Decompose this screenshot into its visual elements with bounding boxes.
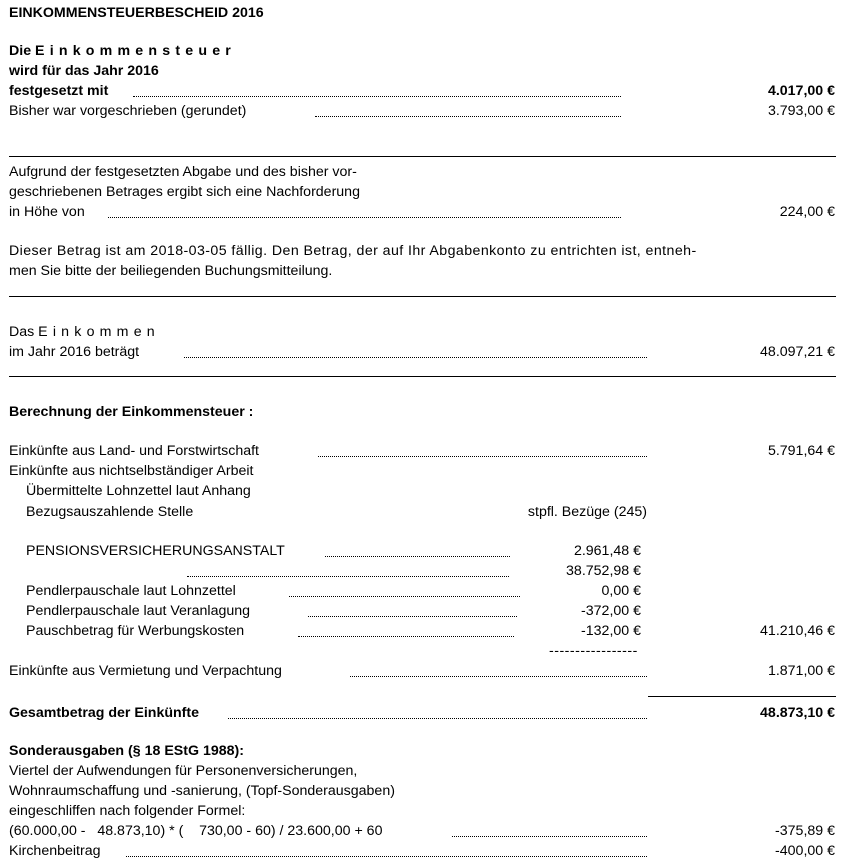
section-divider	[9, 376, 836, 377]
claim-line-2: geschriebenen Betrages ergibt sich eine Nachforderung	[9, 184, 360, 200]
dot-leader	[187, 575, 509, 577]
income-heading	[9, 324, 160, 341]
dot-leader	[133, 95, 621, 97]
expenses-label: Pauschbetrag für Werbungskosten	[26, 623, 245, 639]
income-heading-spaced: Einkommen	[38, 324, 160, 340]
pva-amount: 2.961,48 €	[573, 543, 641, 559]
dot-leader	[315, 115, 621, 117]
tax-heading-spaced: Einkommensteuer	[35, 43, 237, 59]
special-line-1: Viertel der Aufwendungen für Personenversicherungen,	[9, 763, 358, 779]
rental-label: Einkünfte aus Vermietung und Verpachtung	[9, 663, 282, 679]
special-heading: Sonderausgaben (§ 18 EStG 1988):	[9, 743, 244, 759]
special-formula: (60.000,00 - 48.873,10) * ( 730,00 - 60) / 23.600,00 + 60	[9, 823, 383, 839]
agri-label: Einkünfte aus Land- und Forstwirtschaft	[9, 443, 259, 459]
payer-col-header: stpfl. Bezüge (245)	[527, 504, 647, 520]
previous-label: Bisher war vorgeschrieben (gerundet)	[9, 103, 247, 119]
dot-leader	[318, 455, 647, 457]
commuter-assess-amount: -372,00 €	[581, 603, 641, 619]
due-line-2: men Sie bitte der beiliegenden Buchungsmitteilung.	[9, 263, 333, 279]
unnamed-amount: 38.752,98 €	[566, 563, 641, 579]
tax-heading-lead: Die	[9, 43, 36, 59]
employment-label: Einkünfte aus nichtselbständiger Arbeit	[9, 463, 254, 479]
claim-line-3: in Höhe von	[9, 204, 85, 220]
payer-label: Bezugsauszahlende Stelle	[26, 504, 194, 520]
income-heading-lead: Das	[9, 324, 39, 340]
tax-heading	[9, 43, 236, 60]
dot-leader	[108, 216, 621, 218]
dot-leader	[308, 615, 517, 617]
claim-amount: 224,00 €	[779, 204, 835, 220]
dot-leader	[289, 595, 520, 597]
total-label: Gesamtbetrag der Einkünfte	[9, 705, 200, 721]
income-amount: 48.097,21 €	[760, 344, 835, 360]
section-divider	[9, 296, 836, 297]
rental-amount: 1.871,00 €	[767, 663, 835, 679]
employment-total: 41.210,46 €	[760, 623, 835, 639]
claim-line-1: Aufgrund der festgesetzten Abgabe und des bisher vor-	[9, 164, 357, 180]
total-amount: 48.873,10 €	[760, 705, 835, 721]
payslips-label: Übermittelte Lohnzettel laut Anhang	[26, 483, 251, 499]
dot-leader	[325, 555, 510, 557]
church-amount: -400,00 €	[775, 843, 835, 859]
tax-assessed-amount: 4.017,00 €	[767, 83, 835, 99]
document-title: EINKOMMENSTEUERBESCHEID 2016	[9, 5, 264, 21]
special-line-3: eingeschliffen nach folgender Formel:	[9, 803, 246, 819]
commuter-payslip-amount: 0,00 €	[601, 583, 641, 599]
expenses-amount: -132,00 €	[581, 623, 641, 639]
formula-amount: -375,89 €	[775, 823, 835, 839]
dot-leader	[228, 717, 647, 719]
previous-amount: 3.793,00 €	[767, 103, 835, 119]
church-label: Kirchenbeitrag	[9, 843, 101, 859]
commuter-assess-label: Pendlerpauschale laut Veranlagung	[26, 603, 251, 619]
special-line-2: Wohnraumschaffung und -sanierung, (Topf-Sonderausgaben)	[9, 783, 395, 799]
section-divider	[9, 156, 836, 157]
dot-leader	[452, 835, 647, 837]
calc-heading: Berechnung der Einkommensteuer :	[9, 404, 254, 420]
dot-leader	[126, 855, 647, 857]
due-line-1: Dieser Betrag ist am 2018-03-05 fällig. Den Betrag, der auf Ihr Abgabenkonto zu entrichten ist, entneh-	[9, 243, 697, 259]
dot-leader	[298, 635, 514, 637]
total-rule	[648, 696, 836, 697]
pva-label: PENSIONSVERSICHERUNGSANSTALT	[26, 543, 285, 559]
dot-leader	[184, 356, 647, 358]
dot-leader	[350, 675, 647, 677]
agri-amount: 5.791,64 €	[767, 443, 835, 459]
subtotal-dash-line: -----------------	[549, 643, 638, 659]
income-year-line: im Jahr 2016 beträgt	[9, 344, 140, 360]
tax-year-line: wird für das Jahr 2016	[9, 63, 159, 79]
commuter-payslip-label: Pendlerpauschale laut Lohnzettel	[26, 583, 236, 599]
tax-assessed-label: festgesetzt mit	[9, 83, 109, 99]
